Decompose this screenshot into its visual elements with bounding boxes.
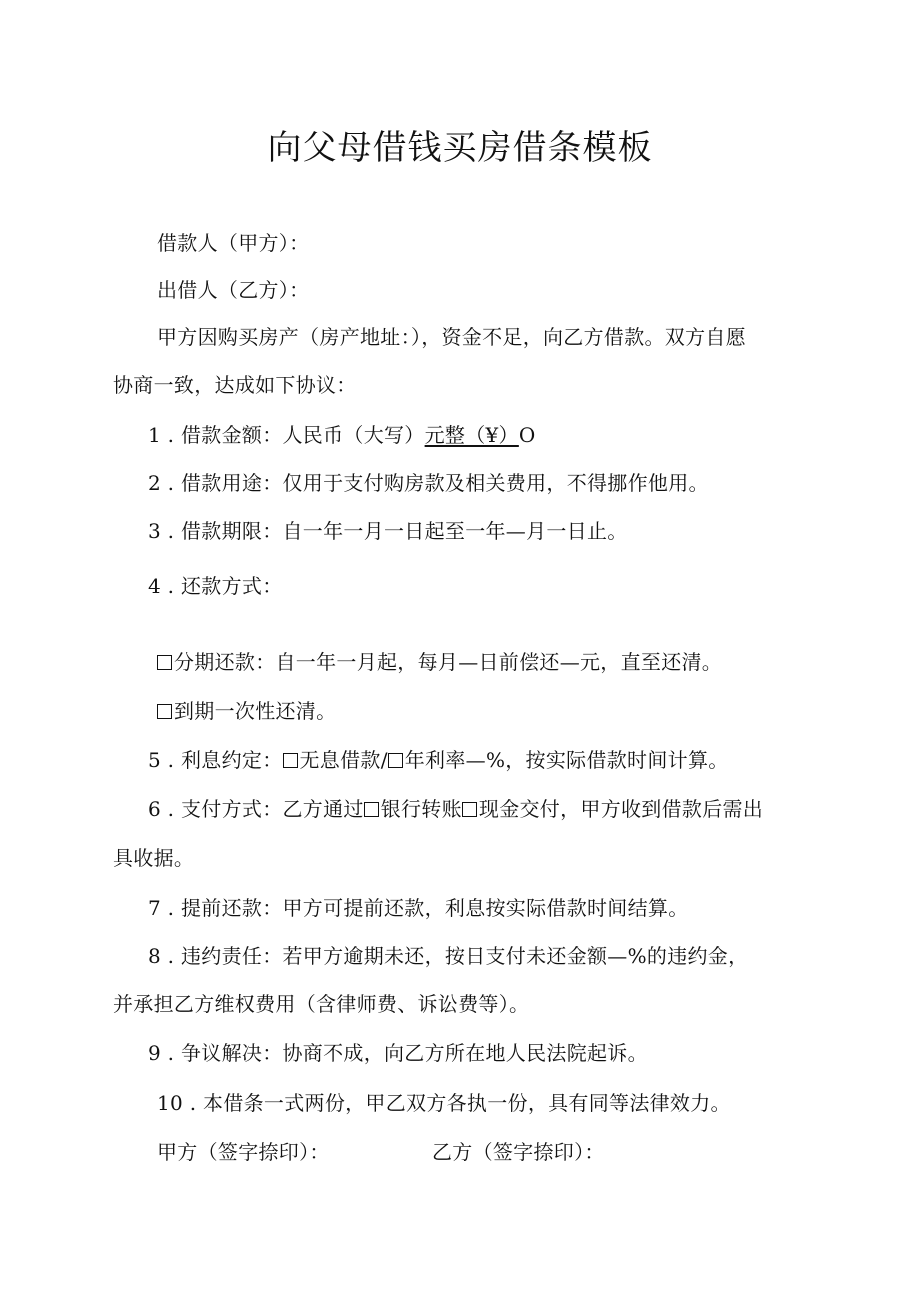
intro-paragraph-line-2: 协商一致，达成如下协议： xyxy=(113,373,357,397)
option-installment-label: 分期还款：自一年一月起，每月—日前偿还—元，直至还清。 xyxy=(174,650,723,674)
checkbox-cash[interactable] xyxy=(462,802,477,817)
clause-5-interest xyxy=(148,746,729,774)
clause-1-label: 1 . 借款金额：人民币（大写） xyxy=(148,423,425,447)
clause-1-loan-amount xyxy=(148,421,536,449)
checkbox-lump-sum[interactable] xyxy=(157,704,172,719)
option-lump-sum xyxy=(157,697,336,725)
clause-4-repayment-method: 4 . 还款方式： xyxy=(148,574,283,598)
clause-9-dispute-resolution: 9 . 争议解决：协商不成，向乙方所在地人民法院起诉。 xyxy=(148,1041,648,1065)
clause-3-loan-term: 3 . 借款期限：自一年一月一日起至一年—月一日止。 xyxy=(148,519,628,543)
clause-10-copies: 10 . 本借条一式两份，甲乙双方各执一份，具有同等法律效力。 xyxy=(157,1091,731,1115)
lender-line: 出借人（乙方）： xyxy=(157,278,310,302)
document-title: 向父母借钱买房借条模板 xyxy=(267,128,653,168)
signature-line-party-a: 甲方（签字捺印）： xyxy=(157,1140,330,1164)
clause-6-label: 6 . 支付方式：乙方通过 xyxy=(148,797,364,821)
option-installment xyxy=(157,648,722,676)
checkbox-annual-rate[interactable] xyxy=(388,753,403,768)
clause-6-line-2: 具收据。 xyxy=(113,846,195,870)
checkbox-bank-transfer[interactable] xyxy=(364,802,379,817)
clause-8-default-liability-line-1: 8 . 违约责任：若甲方逾期未还，按日支付未还金额—%的违约金， xyxy=(148,944,749,968)
clause-7-early-repayment: 7 . 提前还款：甲方可提前还款，利息按实际借款时间结算。 xyxy=(148,896,689,920)
option-lump-sum-label: 到期一次性还清。 xyxy=(174,699,337,723)
checkbox-installment[interactable] xyxy=(157,655,172,670)
clause-6-bank-transfer-label: 银行转账 xyxy=(380,797,462,821)
clause-2-loan-purpose: 2 . 借款用途：仅用于支付购房款及相关费用，不得挪作他用。 xyxy=(148,471,709,495)
clause-1-end: O xyxy=(518,423,536,447)
clause-6-cash-label: 现金交付，甲方收到借款后需出 xyxy=(478,797,764,821)
clause-5-annual-rate-label: 年利率—%，按实际借款时间计算。 xyxy=(404,748,729,772)
clause-8-default-liability-line-2: 并承担乙方维权费用（含律师费、诉讼费等）。 xyxy=(113,992,530,1016)
borrower-line: 借款人（甲方）： xyxy=(157,231,310,255)
clause-1-amount-blank: 元整（¥） xyxy=(424,423,519,447)
signature-line-party-b: 乙方（签字捺印）： xyxy=(432,1140,605,1164)
clause-5-label: 5 . 利息约定： xyxy=(148,748,283,772)
clause-6-payment-method xyxy=(148,795,763,823)
intro-paragraph-line-1: 甲方因购买房产（房产地址：），资金不足，向乙方借款。双方自愿 xyxy=(157,325,746,349)
clause-5-interest-free-label: 无息借款/ xyxy=(299,748,388,772)
checkbox-interest-free[interactable] xyxy=(283,753,298,768)
